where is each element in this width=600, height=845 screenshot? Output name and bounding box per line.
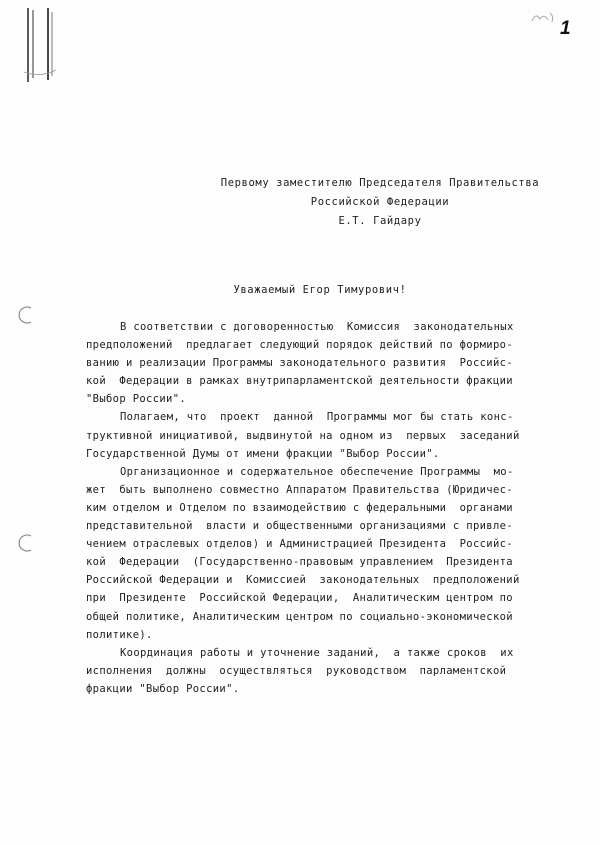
letter-body <box>86 318 562 698</box>
body-line: "Выбор России". <box>86 393 187 406</box>
body-line: предположений предлагает следующий порядок действий по формиро- <box>86 339 513 352</box>
body-line: представительной власти и общественными организациями с привле- <box>86 520 513 533</box>
body-line: В соответствии с договоренностью Комиссия законодательных <box>120 321 514 333</box>
addressee-block <box>180 174 580 231</box>
body-line: Государственной Думы от имени фракции "Выбор России". <box>86 447 440 460</box>
body-line: чением отраслевых отделов) и Администрацией Президента Российс- <box>86 538 513 551</box>
body-line: жет быть выполнено совместно Аппаратом Правительства (Юридичес- <box>86 483 513 496</box>
body-line: политике). <box>86 628 153 641</box>
body-line: кой Федерации (Государственно-правовым управлением Президента <box>86 556 513 569</box>
body-line: ванию и реализации Программы законодательного развития Российс- <box>86 357 513 370</box>
body-line: Российской Федерации и Комиссией законодательных предположений <box>86 574 520 587</box>
punch-hole-bottom <box>16 533 36 553</box>
page-number: 1 <box>560 18 571 39</box>
addressee-country: Российской Федерации <box>310 196 450 208</box>
body-line: общей политике, Аналитическим центром по социально-экономической <box>86 610 513 623</box>
body-line: Организационное и содержательное обеспечение Программы мо- <box>120 465 514 478</box>
body-line: при Президенте Российской Федерации, Аналитическим центром по <box>86 592 513 605</box>
binder-clip-mark <box>22 6 58 84</box>
punch-hole-top <box>16 305 36 325</box>
archive-stamp-mark <box>530 10 558 24</box>
body-line: Координация работы и уточнение заданий, а также сроков их <box>120 646 514 659</box>
salutation: Уважаемый Егор Тимурович! <box>233 284 407 296</box>
body-line: кой Федерации в рамках внутрипарламентской деятельности фракции <box>86 375 513 388</box>
body-line: фракции "Выбор России". <box>86 682 240 695</box>
addressee-position: Первому заместителю Председателя Правительства <box>220 177 540 189</box>
body-line: труктивной инициативой, выдвинутой на одном из первых заседаний <box>86 429 520 442</box>
addressee-name: Е.Т. Гайдару <box>338 215 422 227</box>
body-line: ким отделом и Отделом по взаимодействию с федеральными органами <box>86 501 513 514</box>
body-line: исполнения должны осуществляться руководством парламентской <box>86 664 507 677</box>
body-line: Полагаем, что проект данной Программы мог бы стать конс- <box>120 411 514 424</box>
